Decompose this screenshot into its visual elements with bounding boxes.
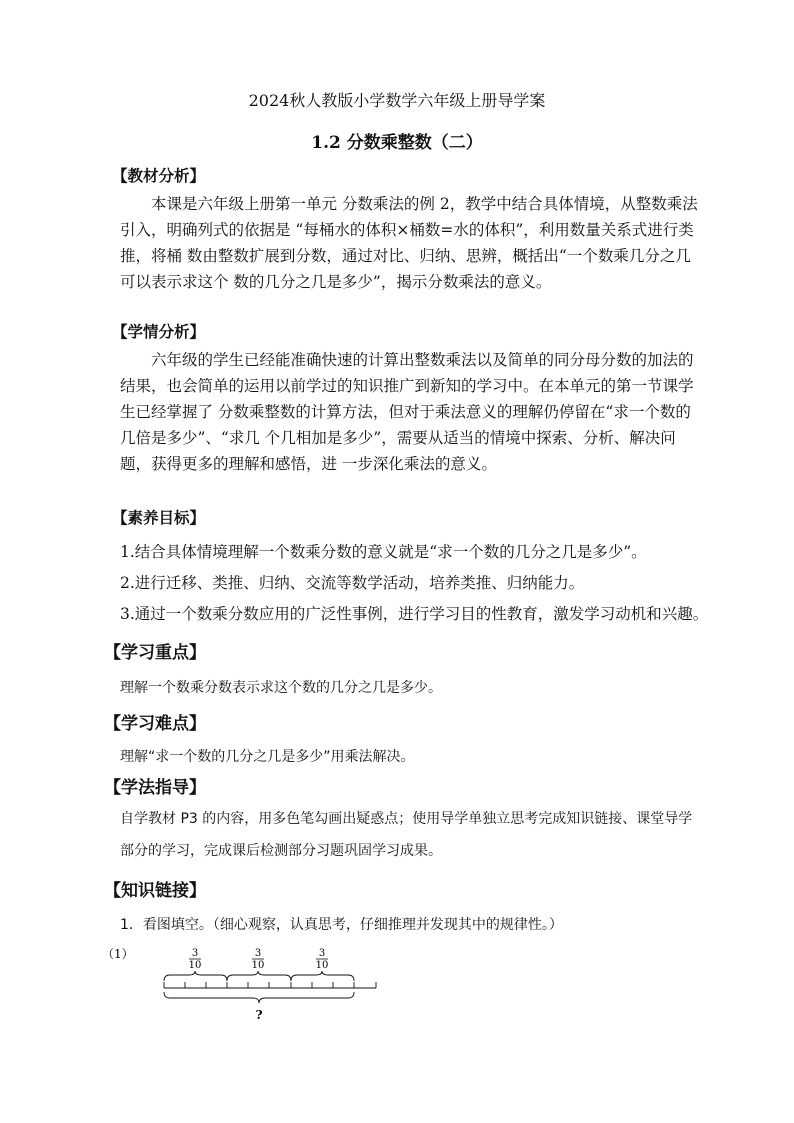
- heading-key-points: 【学习重点】: [104, 643, 206, 663]
- method-text: 自学教材 P3 的内容，用多色笔勾画出疑惑点；使用导学单独立思考完成知识链接、课堂导学部分的学习，完成课后检测部分习题巩固学习成果。: [120, 811, 693, 859]
- key-points-text: 理解一个数乘分数表示求这个数的几分之几是多少。: [120, 680, 442, 696]
- fraction-label-1: [189, 948, 202, 971]
- textbook-analysis-text: 本课是六年级上册第一单元 分数乘法的例 2，教学中结合具体情境，从整数乘法引入，明确列式的依据是 “每桶水的体积×桶数=水的体积”，利用数量关系式进行类推，将桶 数由整数扩展到分数，通过对比、归纳、思辨，概括出“一个数乘几分之几可以表示求这个 数的几分之几是多少”，揭示分数乘法的意义。: [120, 195, 698, 291]
- svg-text:3: 3: [318, 948, 326, 959]
- fraction-label-2: [252, 948, 265, 971]
- unknown-question-mark: ?: [255, 1008, 263, 1022]
- heading-difficulties: 【学习难点】: [104, 714, 206, 734]
- svg-text:10: 10: [251, 960, 265, 971]
- lesson-title: 1.2 分数乘整数（二）: [311, 133, 483, 153]
- goal-item-1: 1.结合具体情境理解一个数乘分数的意义就是“求一个数的几分之几是多少”。: [120, 543, 647, 561]
- knowledge-question: 1．看图填空。（细心观察，认真思考，仔细推理并发现其中的规律性。）: [120, 917, 563, 933]
- svg-text:10: 10: [188, 960, 202, 971]
- heading-goals: 【素养目标】: [112, 508, 206, 527]
- heading-textbook-analysis: 【教材分析】: [112, 166, 206, 185]
- svg-text:10: 10: [315, 960, 329, 971]
- sub-question-label: （1）: [102, 947, 134, 961]
- top-brace-1: [164, 971, 227, 981]
- top-brace-2: [227, 971, 291, 981]
- fraction-number-line-diagram: [100, 944, 400, 1024]
- student-analysis-text: 六年级的学生已经能准确快速的计算出整数乘法以及简单的同分母分数的加法的结果，也会简单的运用以前学过的知识推广到新知的学习中。在本单元的第一节课学生已经掌握了 分数乘整数的计算方法，但对于乘法意义的理解仍停留在“求一个数的几倍是多少”、“求几 个几相加是多少”，需要从适当的情境中探索、分析、解决问题，获得更多的理解和感悟，进 一步深化乘法的意义。: [120, 351, 694, 473]
- svg-text:3: 3: [191, 948, 199, 959]
- heading-student-analysis: 【学情分析】: [112, 322, 206, 341]
- difficulties-text: 理解“求一个数的几分之几是多少”用乘法解决。: [120, 749, 415, 765]
- bottom-brace: [164, 992, 354, 1003]
- svg-text:3: 3: [254, 948, 262, 959]
- series-title: 2024秋人教版小学数学六年级上册导学案: [248, 91, 546, 110]
- heading-knowledge-link: 【知识链接】: [104, 881, 206, 901]
- goal-item-3: 3.通过一个数乘分数应用的广泛性事例，进行学习目的性教育，激发学习动机和兴趣。: [120, 605, 709, 623]
- goal-item-2: 2.进行迁移、类推、归纳、交流等数学活动，培养类推、归纳能力。: [120, 574, 585, 592]
- top-brace-3: [291, 971, 354, 981]
- heading-method: 【学法指导】: [104, 778, 206, 798]
- number-line-ticks: [164, 982, 376, 988]
- fraction-label-3: [316, 948, 329, 971]
